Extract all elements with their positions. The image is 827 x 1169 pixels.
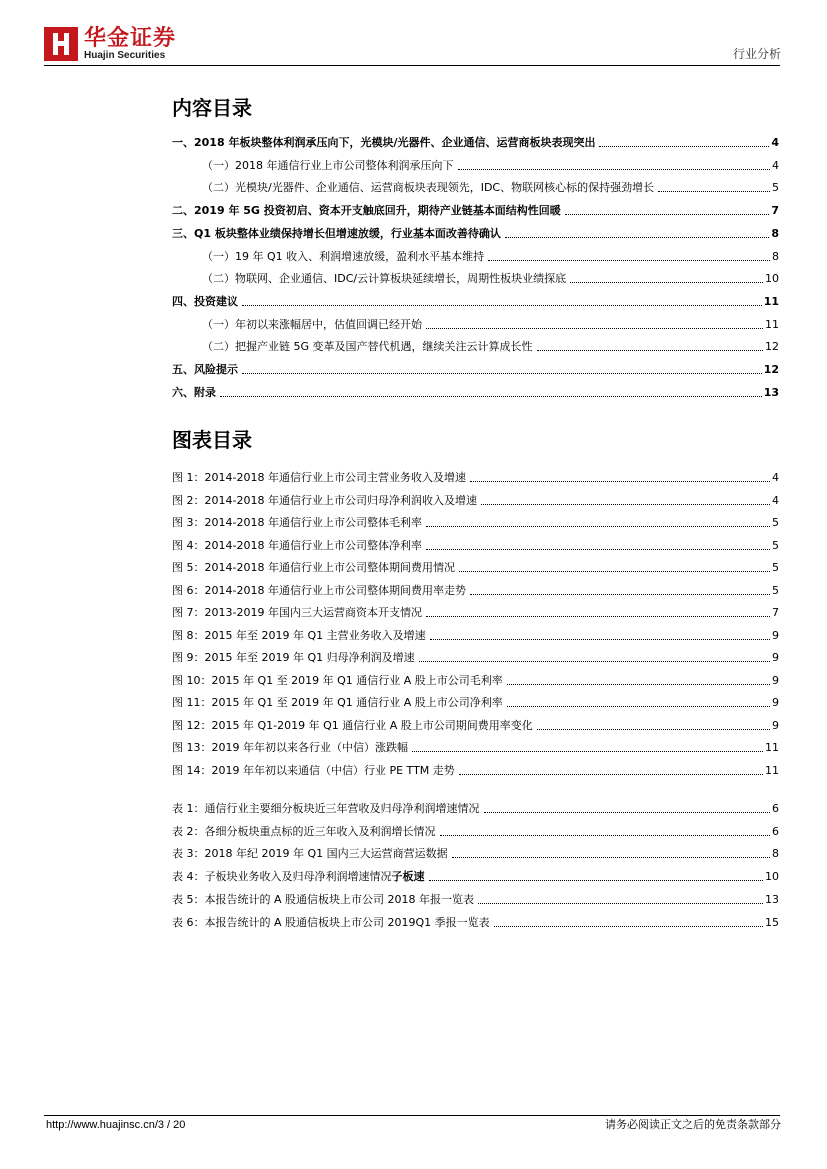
figure-entry[interactable]: [172, 733, 779, 755]
figure-entry-text: [172, 516, 422, 530]
table-entry[interactable]: [172, 862, 779, 884]
dot-leader: [452, 857, 770, 858]
figure-entry-label: 图 3：2014-2018 年通信行业上市公司整体毛利率: [172, 516, 422, 529]
figure-entry-page: 11: [765, 741, 779, 754]
figure-entry-page: 5: [772, 538, 779, 552]
figure-entry[interactable]: [172, 486, 779, 508]
toc-entry-text: [202, 318, 422, 332]
figure-entry-label: 图 6：2014-2018 年通信行业上市公司整体期间费用率走势: [172, 583, 466, 597]
figure-entry[interactable]: [172, 688, 779, 710]
toc-entry-label: 五、风险提示: [172, 363, 238, 376]
toc-entry-label: （一）2018 年通信行业上市公司整体利润承压向下: [202, 158, 454, 172]
table-entry[interactable]: [172, 817, 779, 839]
figure-entry[interactable]: [172, 756, 779, 778]
figure-entry-text: [172, 651, 415, 665]
table-entry[interactable]: [172, 839, 779, 861]
toc-entry-page: 13: [763, 385, 779, 399]
figures-title: 图表目录: [172, 428, 252, 452]
table-entry-text: [172, 870, 425, 884]
toc-entry-label: 二、2019 年 5G 投资初启、资本开支触底回升，期待产业链基本面结构性回暖: [172, 204, 561, 218]
figure-entry[interactable]: [172, 666, 779, 688]
footer-disclaimer: 请务必阅读正文之后的免责条款部分: [605, 1118, 781, 1131]
figure-entry[interactable]: [172, 621, 779, 643]
dot-leader: [470, 481, 770, 482]
figure-entry[interactable]: [172, 531, 779, 553]
dot-leader: [242, 305, 762, 306]
figure-entry-label: 图 11：2015 年 Q1 至 2019 年 Q1 通信行业 A 股上市公司净利率: [172, 696, 503, 709]
figure-entry[interactable]: [172, 643, 779, 665]
figure-entry-label: 图 4：2014-2018 年通信行业上市公司整体净利率: [172, 538, 422, 552]
figure-entry[interactable]: [172, 553, 779, 575]
toc-entry[interactable]: [172, 332, 779, 354]
brand-name-en: Huajin Securities: [84, 50, 166, 61]
toc-entry-text: [172, 227, 501, 241]
toc-entry[interactable]: [172, 151, 779, 173]
dot-leader: [478, 903, 763, 904]
figure-entry-page: 5: [772, 561, 779, 574]
toc-entry[interactable]: [172, 219, 779, 241]
table-entry[interactable]: [172, 794, 779, 816]
table-entry-label: 表 2：各细分板块重点标的近三年收入及利润增长情况: [172, 824, 436, 838]
dot-leader: [494, 926, 763, 927]
footer-url[interactable]: http://www.huajinsc.cn/3 / 20: [46, 1119, 186, 1131]
toc-entry-text: [202, 272, 566, 286]
figure-entry-page: 9: [772, 651, 779, 664]
dot-leader: [570, 282, 763, 283]
figure-entry[interactable]: [172, 576, 779, 598]
table-entry-page: 6: [772, 802, 779, 815]
dot-leader: [430, 639, 770, 640]
toc-entry-page: 5: [772, 181, 779, 195]
figure-entry-page: 9: [772, 673, 779, 687]
figure-entry-label: 图 14：2019 年年初以来通信（中信）行业 PE TTM 走势: [172, 763, 455, 777]
dot-leader: [429, 880, 764, 881]
toc-title: 内容目录: [172, 96, 252, 120]
figure-entry-label: 图 9：2015 年至 2019 年 Q1 归母净利润及增速: [172, 651, 415, 664]
figure-entry-text: [172, 696, 503, 710]
figure-entry-page: 9: [772, 628, 779, 642]
dot-leader: [507, 706, 770, 707]
toc-entry-page: 12: [765, 340, 779, 354]
figure-entry-page: 5: [772, 583, 779, 597]
toc-entry-text: [202, 181, 654, 195]
toc-entry[interactable]: [172, 264, 779, 286]
toc-entry-page: 4: [772, 158, 779, 172]
table-entry-text: [172, 847, 448, 861]
figure-entry-page: 4: [772, 471, 779, 484]
toc-entry[interactable]: [172, 355, 779, 377]
toc-entry[interactable]: [172, 196, 779, 218]
table-entry[interactable]: [172, 908, 779, 930]
toc-entry-label: （二）把握产业链 5G 变革及国产替代机遇，继续关注云计算成长性: [202, 340, 533, 354]
table-entry-label: 表 5：本报告统计的 A 股通信板块上市公司 2018 年报一览表: [172, 892, 474, 906]
figure-entry-label: 图 5：2014-2018 年通信行业上市公司整体期间费用情况: [172, 561, 455, 574]
toc-entry-label: 六、附录: [172, 385, 216, 399]
table-entry-text: [172, 893, 474, 907]
dot-leader: [458, 169, 771, 170]
dot-leader: [565, 214, 770, 215]
toc-entry[interactable]: [172, 310, 779, 332]
figure-entry-text: [172, 629, 426, 643]
figure-entry-page: 7: [772, 606, 779, 619]
toc-entry-text: [172, 204, 561, 218]
toc-entry-text: [172, 136, 595, 150]
toc-entry-page: 8: [772, 249, 779, 263]
dot-leader: [488, 260, 770, 261]
figure-entry-text: [172, 584, 466, 598]
toc-entry-label: 一、2018 年板块整体利润承压向下，光模块/光器件、企业通信、运营商板块表现突出: [172, 136, 596, 149]
table-entry-label: 表 1：通信行业主要细分板块近三年营收及归母净利润增速情况: [172, 802, 480, 815]
toc-entry-label: （二）物联网、企业通信、IDC/云计算板块延续增长，周期性板块业绩探底: [202, 272, 567, 286]
toc-entry-page: 8: [771, 226, 779, 240]
figure-entry-text: [172, 741, 408, 755]
dot-leader: [507, 684, 770, 685]
dot-leader: [470, 594, 770, 595]
toc-entry-text: [172, 363, 238, 377]
figure-entry[interactable]: [172, 508, 779, 530]
dot-leader: [481, 504, 770, 505]
toc-entry[interactable]: [172, 242, 779, 264]
dot-leader: [459, 571, 770, 572]
table-entry-label: 表 3：2018 年纪 2019 年 Q1 国内三大运营商营运数据: [172, 847, 448, 861]
figure-entry-label: 图 2：2014-2018 年通信行业上市公司归母净利润收入及增速: [172, 493, 477, 507]
figure-entry-text: [172, 561, 455, 575]
dot-leader: [505, 237, 770, 238]
figure-entry-page: 5: [772, 516, 779, 529]
dot-leader: [537, 350, 763, 351]
figure-entry-label: 图 13：2019 年年初以来各行业（中信）涨跌幅: [172, 741, 408, 754]
figure-entry-label: 图 1：2014-2018 年通信行业上市公司主营业务收入及增速: [172, 471, 466, 484]
toc-entry-label: （一）19 年 Q1 收入、利润增速放缓，盈利水平基本维持: [202, 249, 485, 263]
dot-leader: [658, 191, 770, 192]
brand-name-cn: 华金证券: [84, 26, 177, 51]
figure-entry-text: [172, 719, 533, 733]
toc-entry-text: [202, 340, 533, 354]
table-entry-text: [172, 825, 436, 839]
dot-leader: [220, 396, 762, 397]
figure-entry-text: [172, 494, 477, 508]
toc-entry-label: （二）光模块/光器件、企业通信、运营商板块表现领先，IDC、物联网核心标的保持强劲增长: [202, 181, 655, 195]
toc-entry[interactable]: [172, 378, 779, 400]
dot-leader: [484, 812, 771, 813]
dot-leader: [599, 146, 769, 147]
table-entry-text: [172, 802, 480, 816]
toc-entry-label: 三、Q1 板块整体业绩保持增长但增速放缓，行业基本面改善待确认: [172, 226, 501, 240]
table-entry[interactable]: [172, 885, 779, 907]
toc-entry[interactable]: [172, 128, 779, 150]
figure-entry-page: 9: [772, 696, 779, 709]
toc-entry-text: [172, 295, 238, 309]
toc-entry-label: 四、投资建议: [172, 294, 238, 308]
dot-leader: [426, 328, 763, 329]
table-entry-page: 8: [772, 847, 779, 861]
header-divider: [44, 65, 780, 66]
figure-entry-text: [172, 764, 455, 778]
table-entry-page: 10: [765, 870, 779, 884]
toc-entry-text: [202, 159, 454, 173]
dot-leader: [426, 549, 770, 550]
figure-entry-label: 图 10：2015 年 Q1 至 2019 年 Q1 通信行业 A 股上市公司毛利率: [172, 673, 503, 687]
toc-entry-label: （一）年初以来涨幅居中，估值回调已经开始: [202, 317, 422, 331]
dot-leader: [412, 751, 763, 752]
document-type-label: 行业分析: [732, 47, 781, 61]
dot-leader: [459, 774, 763, 775]
table-entry-page: 13: [765, 892, 779, 906]
table-entry-text: [172, 916, 490, 930]
toc-entry-page: 10: [765, 272, 779, 286]
toc-entry-page: 7: [771, 204, 779, 218]
dot-leader: [242, 373, 762, 374]
toc-entry-page: 11: [763, 294, 779, 308]
figure-entry-page: 9: [772, 718, 779, 732]
toc-entry-text: [202, 250, 484, 264]
toc-entry[interactable]: [172, 173, 779, 195]
table-entry-label: 表 4：子板块业务收入及归母净利润增速情况: [172, 870, 392, 884]
toc-entry-text: [172, 386, 216, 400]
figure-entry-page: 11: [765, 763, 779, 777]
figure-entry-text: [172, 539, 422, 553]
table-entry-label: 表 6：本报告统计的 A 股通信板块上市公司 2019Q1 季报一览表: [172, 915, 490, 929]
figure-entry[interactable]: [172, 711, 779, 733]
figure-entry-page: 4: [772, 493, 779, 507]
footer-divider: [44, 1115, 780, 1116]
figure-entry-label: 图 12：2015 年 Q1-2019 年 Q1 通信行业 A 股上市公司期间费用率变化: [172, 718, 533, 732]
dot-leader: [440, 835, 771, 836]
figure-entry-text: [172, 674, 503, 688]
figure-entry-text: [172, 471, 466, 485]
figure-entry-text: [172, 606, 422, 620]
page-header: [0, 0, 827, 70]
dot-leader: [426, 616, 770, 617]
figure-entry[interactable]: [172, 463, 779, 485]
table-entry-page: 6: [772, 824, 779, 838]
toc-entry[interactable]: [172, 287, 779, 309]
dot-leader: [426, 526, 770, 527]
toc-entry-page: 4: [771, 136, 779, 149]
dot-leader: [419, 661, 770, 662]
table-entry-page: 15: [765, 915, 779, 929]
toc-entry-page: 11: [765, 317, 779, 331]
figure-entry[interactable]: [172, 598, 779, 620]
table-entry-suffix: 子板速: [391, 870, 425, 884]
figure-entry-label: 图 7：2013-2019 年国内三大运营商资本开支情况: [172, 606, 422, 619]
toc-entry-page: 12: [763, 363, 779, 376]
figure-entry-label: 图 8：2015 年至 2019 年 Q1 主营业务收入及增速: [172, 628, 426, 642]
dot-leader: [537, 729, 770, 730]
huajin-logo-icon: [44, 27, 78, 61]
